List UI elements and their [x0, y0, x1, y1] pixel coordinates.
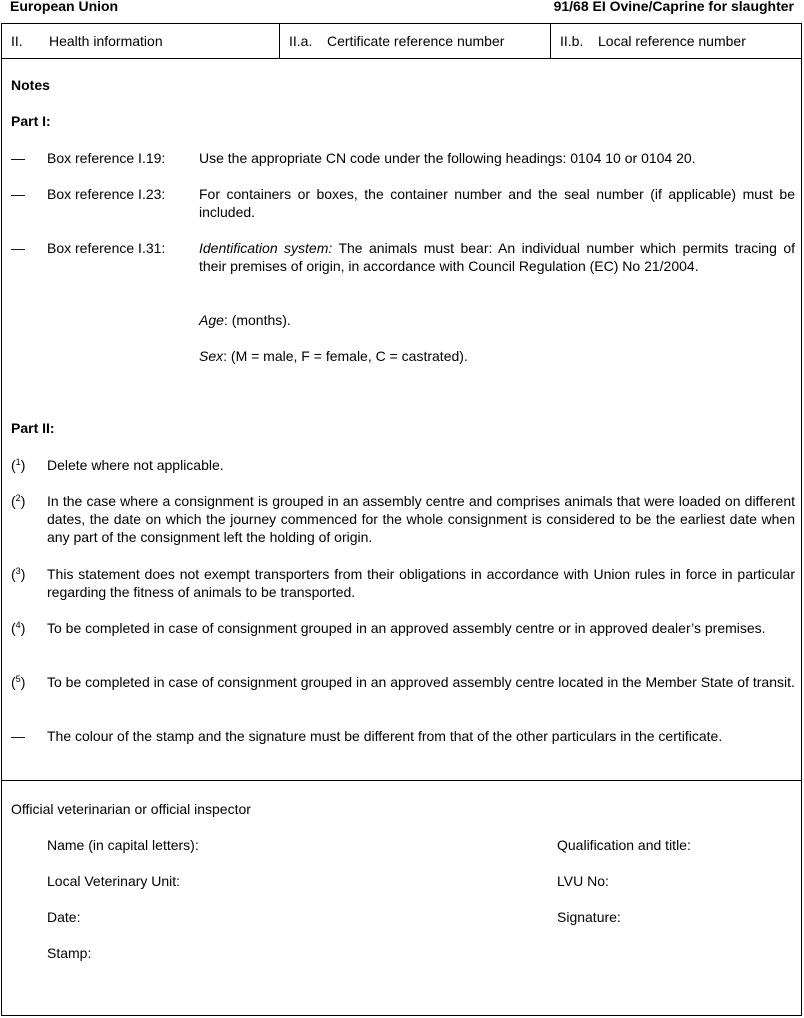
stamp-colour-note: The colour of the stamp and the signature must be different from that of the other particulars in the certificate. — [47, 728, 723, 744]
dash-bullet: — — [11, 728, 25, 744]
section-number: II.b. — [560, 33, 584, 49]
footnote-5-text: To be completed in case of consignment grouped in an approved assembly centre located in the Member State of transit. — [47, 674, 795, 690]
health-information-cell — [2, 24, 280, 58]
table-header-row — [2, 24, 801, 59]
part2-title: Part II: — [11, 420, 55, 436]
box31-label: Box reference I.31: — [47, 240, 166, 256]
header-certificate-code: 91/68 EI Ovine/Caprine for slaughter — [553, 0, 794, 14]
box19-label: Box reference I.19: — [47, 150, 166, 166]
box31-age — [199, 311, 291, 329]
age-label: Age — [199, 312, 224, 328]
section-divider — [2, 780, 801, 781]
box19-text: Use the appropriate CN code under the following headings: 0104 10 or 0104 20. — [199, 150, 696, 166]
box23-label: Box reference I.23: — [47, 186, 166, 202]
lvu-number-label: LVU No: — [557, 873, 609, 889]
section-label: Certificate reference number — [327, 33, 505, 49]
footnote-marker: ($^5$) — [11, 674, 26, 690]
box31-sex — [199, 347, 468, 365]
sex-label: Sex — [199, 348, 224, 364]
section-number: II.a. — [289, 33, 313, 49]
footnote-marker: ($^3$) — [11, 566, 26, 582]
age-text: : (months). — [223, 312, 291, 328]
sex-text: : (M = male, F = female, C = castrated). — [223, 348, 468, 364]
signature-block-title: Official veterinarian or official inspector — [11, 801, 251, 817]
name-label: Name (in capital letters): — [47, 837, 199, 853]
local-veterinary-unit-label: Local Veterinary Unit: — [47, 873, 181, 889]
part1-title: Part I: — [11, 113, 51, 129]
dash-bullet: — — [11, 150, 25, 166]
dash-bullet: — — [11, 240, 25, 256]
footnote-1-text: Delete where not applicable. — [47, 457, 224, 473]
page-header — [10, 0, 794, 18]
box31-identification-text — [199, 239, 795, 275]
signature-label: Signature: — [557, 909, 621, 925]
header-union: European Union — [10, 0, 119, 14]
dash-bullet: — — [11, 186, 25, 202]
identification-system-text: The animals must bear: An individual number which permits tracing of their premises of origin, in accordance with Council Regulation (EC) No 21/2004. — [199, 240, 795, 274]
box23-text: For containers or boxes, the container number and the seal number (if applicable) must be included. — [199, 186, 795, 220]
footnote-marker: ($^1$) — [11, 457, 26, 473]
footnote-2-text: In the case where a consignment is grouped in an assembly centre and comprises animals that were loaded on different dates, the date on which the journey commenced for the whole consignment is considered to be the earliest date when any part of the consignment left the holding of origin. — [47, 493, 795, 545]
stamp-label: Stamp: — [47, 945, 92, 961]
date-label: Date: — [47, 909, 81, 925]
footnote-3-text: This statement does not exempt transporters from their obligations in accordance with Union rules in force in particular regarding the fitness of animals to be transported. — [47, 566, 795, 600]
section-label: Local reference number — [598, 33, 746, 49]
notes-title: Notes — [11, 77, 50, 93]
qualification-label: Qualification and title: — [557, 837, 691, 853]
local-reference-cell — [551, 24, 801, 58]
footnote-marker: ($^2$) — [11, 493, 26, 509]
certificate-frame — [1, 23, 802, 1016]
footnote-4-text: To be completed in case of consignment grouped in an approved assembly centre or in approved dealer’s premises. — [47, 620, 766, 636]
footnote-marker: ($^4$) — [11, 620, 26, 636]
certificate-reference-cell — [280, 24, 551, 58]
identification-system-label: Identification system: — [199, 240, 333, 256]
section-label: Health information — [49, 33, 163, 49]
section-number: II. — [11, 33, 23, 49]
